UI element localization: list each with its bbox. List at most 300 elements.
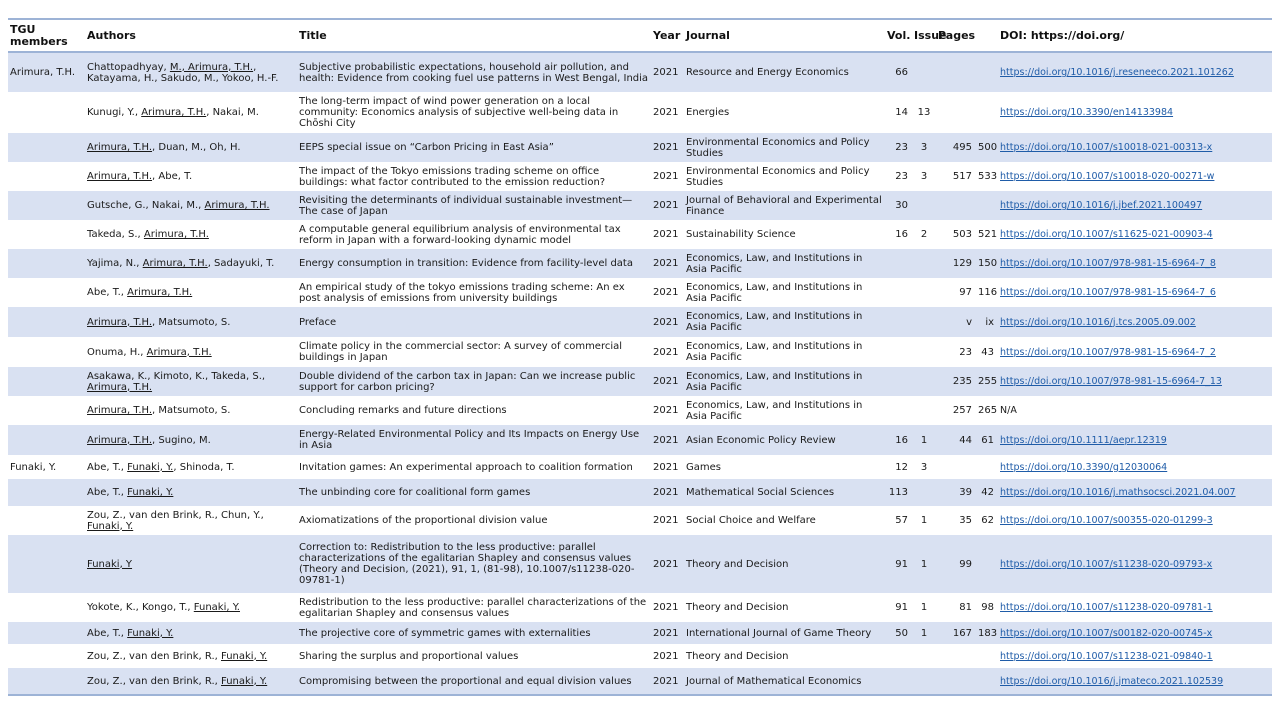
- doi-link[interactable]: https://doi.org/10.1007/s10018-020-00271-w: [1000, 171, 1215, 182]
- cell-issue: [912, 367, 936, 396]
- header-issue: Issue: [914, 28, 947, 42]
- author-names: , Sadayuki, T.: [207, 258, 275, 269]
- table-row: [8, 506, 1272, 535]
- cell-issue: [912, 191, 936, 220]
- cell-year: 2021: [653, 461, 679, 473]
- header-year: Year: [653, 28, 681, 42]
- cell-authors: [85, 506, 297, 535]
- cell-doi: [998, 668, 1272, 695]
- cell-tgu-member: [8, 479, 85, 506]
- cell-title: Preface: [299, 316, 337, 328]
- author-names: Kunugi, Y.,: [87, 107, 142, 118]
- author-names: Asakawa, K., Kimoto, K., Takeda, S.,: [87, 370, 266, 382]
- cell-year: 2021: [653, 258, 679, 269]
- tgu-author-name: Arimura, T.H.: [87, 381, 153, 393]
- cell-journal: International Journal of Game Theory: [686, 627, 872, 639]
- cell-title: EEPS special issue on “Carbon Pricing in East Asia”: [299, 142, 554, 153]
- author-names: , Katayama, H., Sakudo, M., Yokoo, H.-F.: [87, 61, 279, 84]
- cell-issue: [912, 249, 936, 278]
- header-doi: DOI: https://doi.org/: [1000, 28, 1125, 42]
- cell-issue: 1: [920, 515, 928, 526]
- cell-issue: [912, 307, 936, 337]
- cell-page-end: [976, 52, 998, 92]
- author-names: , Shinoda, T.: [173, 461, 235, 473]
- header-row: [8, 19, 1272, 52]
- cell-doi: [998, 133, 1272, 162]
- cell-page-start: 97: [959, 287, 972, 298]
- cell-year: 2021: [653, 405, 679, 416]
- cell-page-end: [976, 455, 998, 479]
- cell-journal: Economics, Law, and Institutions in Asia Pacific: [686, 341, 863, 363]
- doi-text: N/A: [1000, 405, 1017, 416]
- cell-tgu-member: [8, 162, 85, 191]
- cell-title: Sharing the surplus and proportional values: [299, 650, 519, 662]
- cell-authors: [85, 668, 297, 695]
- cell-tgu-member: [8, 220, 85, 249]
- cell-tgu-member: [8, 307, 85, 337]
- cell-journal: Theory and Decision: [686, 650, 789, 662]
- cell-year: 2021: [653, 200, 679, 211]
- header-tgu-members: TGU members: [10, 22, 68, 48]
- doi-link[interactable]: https://doi.org/10.1007/s10018-021-00313-x: [1000, 142, 1213, 153]
- cell-tgu-member: [8, 425, 85, 455]
- table-row: [8, 479, 1272, 506]
- tgu-author-name: Arimura, T.H.: [141, 107, 207, 118]
- tgu-author-name: Funaki, Y.: [193, 602, 240, 613]
- tgu-author-name: Funaki, Y: [87, 558, 133, 570]
- doi-link[interactable]: https://doi.org/10.1007/s00355-020-01299-3: [1000, 515, 1213, 526]
- cell-doi: [998, 535, 1272, 593]
- cell-year: 2021: [653, 316, 679, 328]
- cell-title: The impact of the Tokyo emissions trading scheme on office buildings: what factor contributed to the emission reduction?: [299, 165, 606, 188]
- table-row: [8, 455, 1272, 479]
- cell-volume: [885, 278, 912, 307]
- cell-page-end: ix: [985, 316, 995, 328]
- cell-page-start: [936, 455, 976, 479]
- header-journal: Journal: [686, 28, 730, 42]
- cell-page-end: 61: [981, 434, 995, 446]
- tgu-author-name: Funaki, Y.: [127, 627, 174, 639]
- cell-volume: [885, 337, 912, 367]
- cell-doi: [998, 479, 1272, 506]
- doi-link[interactable]: https://doi.org/10.1007/978-981-15-6964-7_2: [1000, 346, 1216, 358]
- cell-tgu-member: [8, 337, 85, 367]
- author-names: , Matsumoto, S.: [152, 405, 231, 416]
- cell-doi: [998, 307, 1272, 337]
- cell-year: 2021: [653, 487, 679, 498]
- tgu-author-name: Funaki, Y.: [127, 487, 174, 498]
- cell-tgu-member: Funaki, Y.: [10, 461, 57, 473]
- cell-tgu-member: [8, 367, 85, 396]
- cell-journal: Sustainability Science: [686, 229, 796, 240]
- cell-title: The projective core of symmetric games with externalities: [299, 627, 591, 639]
- cell-authors: [85, 593, 297, 622]
- author-names: Onuma, H.,: [87, 346, 147, 358]
- cell-issue: 13: [917, 107, 931, 118]
- tgu-author-name: Arimura, T.H.: [87, 405, 153, 416]
- doi-link[interactable]: https://doi.org/10.1016/j.reseneeco.2021.101262: [1000, 67, 1234, 78]
- cell-volume: 16: [895, 229, 908, 240]
- cell-doi: [998, 593, 1272, 622]
- author-names: , Nakai, M.: [206, 107, 259, 118]
- cell-doi: [998, 220, 1272, 249]
- cell-year: 2021: [653, 515, 679, 526]
- tgu-author-name: Arimura, T.H.: [87, 316, 153, 328]
- cell-volume: 57: [895, 515, 908, 526]
- author-names: Yajima, N.,: [87, 258, 143, 269]
- cell-authors: [85, 535, 297, 593]
- author-names: Gutsche, G., Nakai, M.,: [87, 200, 205, 211]
- cell-authors: [85, 92, 297, 133]
- table-row: [8, 52, 1272, 92]
- cell-page-end: 183: [978, 627, 998, 639]
- cell-page-end: 533: [978, 171, 998, 182]
- cell-page-end: 62: [981, 515, 995, 526]
- cell-journal: Journal of Behavioral and Experimental Finance: [686, 194, 882, 217]
- cell-journal: Economics, Law, and Institutions in Asia Pacific: [686, 311, 863, 333]
- cell-authors: [85, 622, 297, 644]
- cell-volume: 30: [895, 200, 908, 211]
- cell-doi: [998, 191, 1272, 220]
- author-names: Zou, Z., van den Brink, R.,: [87, 650, 221, 662]
- cell-doi: [998, 396, 1272, 425]
- cell-journal: Resource and Energy Economics: [686, 67, 849, 78]
- cell-page-end: [976, 668, 998, 695]
- table-row: [8, 535, 1272, 593]
- cell-title: Concluding remarks and future directions: [299, 405, 507, 416]
- cell-title: An empirical study of the tokyo emissions trading scheme: An ex post analysis of emissions from university buildings: [299, 281, 625, 304]
- cell-year: 2021: [653, 287, 679, 298]
- table-row: [8, 644, 1272, 668]
- cell-title: Energy-Related Environmental Policy and Its Impacts on Energy Use in Asia: [299, 429, 640, 451]
- cell-volume: 16: [895, 434, 908, 446]
- table-row: [8, 593, 1272, 622]
- doi-link[interactable]: https://doi.org/10.1007/978-981-15-6964-7_13: [1000, 376, 1222, 387]
- cell-doi: [998, 506, 1272, 535]
- author-names: Abe, T.,: [87, 487, 128, 498]
- table-row: [8, 133, 1272, 162]
- cell-volume: [885, 367, 912, 396]
- cell-issue: 3: [920, 142, 928, 153]
- cell-year: 2021: [653, 107, 679, 118]
- tgu-author-name: Arimura, T.H.: [142, 258, 208, 269]
- cell-journal: Environmental Economics and Policy Studies: [686, 136, 870, 159]
- doi-link[interactable]: https://doi.org/10.1016/j.jbef.2021.100497: [1000, 200, 1203, 211]
- cell-journal: Economics, Law, and Institutions in Asia Pacific: [686, 281, 863, 304]
- author-names: , Matsumoto, S.: [152, 316, 231, 328]
- cell-volume: 91: [895, 602, 908, 613]
- cell-authors: [85, 479, 297, 506]
- cell-page-start: 35: [959, 515, 972, 526]
- table-row: [8, 162, 1272, 191]
- cell-journal: Journal of Mathematical Economics: [686, 675, 862, 687]
- tgu-author-name: Arimura, T.H.: [204, 200, 270, 211]
- cell-page-start: 167: [952, 627, 972, 639]
- cell-tgu-member: [8, 133, 85, 162]
- author-names: Abe, T.,: [87, 461, 128, 473]
- cell-authors: [85, 220, 297, 249]
- cell-journal: Games: [686, 461, 721, 473]
- cell-doi: [998, 367, 1272, 396]
- cell-page-start: 39: [959, 487, 972, 498]
- cell-volume: [885, 249, 912, 278]
- table-row: [8, 191, 1272, 220]
- cell-title: The unbinding core for coalitional form games: [299, 487, 531, 498]
- cell-issue: [912, 644, 936, 668]
- cell-journal: Energies: [686, 107, 730, 118]
- cell-doi: [998, 455, 1272, 479]
- cell-volume: 91: [895, 558, 908, 570]
- cell-authors: [85, 455, 297, 479]
- cell-authors: [85, 307, 297, 337]
- cell-doi: [998, 249, 1272, 278]
- cell-doi: [998, 425, 1272, 455]
- cell-doi: [998, 337, 1272, 367]
- cell-volume: 23: [895, 171, 908, 182]
- author-names: Yokote, K., Kongo, T.,: [87, 602, 194, 613]
- cell-page-start: 517: [952, 171, 972, 182]
- cell-issue: [912, 52, 936, 92]
- cell-page-start: [936, 668, 976, 695]
- cell-tgu-member: [8, 191, 85, 220]
- tgu-author-name: Funaki, Y.: [87, 520, 134, 532]
- cell-page-end: 255: [978, 376, 998, 387]
- cell-year: 2021: [653, 67, 679, 78]
- cell-issue: [912, 396, 936, 425]
- doi-link[interactable]: https://doi.org/10.1007/s11238-021-09840-1: [1000, 650, 1213, 662]
- cell-title: Correction to: Redistribution to the less productive: parallel characterizations of the egalitarian Shapley and consensus values (Theory and Decision, (2021), 91, 1, (81-98), 10.1007/s11238-020-09781-1): [299, 542, 635, 586]
- cell-page-start: 129: [952, 258, 972, 269]
- cell-page-end: [976, 535, 998, 593]
- table-body: [8, 52, 1272, 695]
- author-names: Chattopadhyay,: [87, 61, 170, 73]
- cell-title: A computable general equilibrium analysis of environmental tax reform in Japan with a forward-looking dynamic model: [299, 223, 621, 246]
- publications-table-container: [8, 18, 1272, 696]
- cell-page-end: 265: [978, 405, 998, 416]
- author-names: Zou, Z., van den Brink, R.,: [87, 675, 221, 687]
- tgu-author-name: Funaki, Y.: [221, 650, 268, 662]
- cell-page-end: [976, 191, 998, 220]
- cell-volume: [885, 396, 912, 425]
- cell-page-start: 495: [952, 142, 972, 153]
- cell-journal: Economics, Law, and Institutions in Asia Pacific: [686, 399, 863, 422]
- header-authors: Authors: [87, 28, 136, 42]
- cell-title: Axiomatizations of the proportional division value: [299, 515, 548, 526]
- cell-page-start: [936, 644, 976, 668]
- cell-title: The long-term impact of wind power generation on a local community: Economics analysis of subjective well-being data in Chōshi City: [299, 96, 619, 129]
- doi-link[interactable]: https://doi.org/10.1016/j.mathsocsci.2021.04.007: [1000, 487, 1236, 498]
- cell-page-end: [976, 92, 998, 133]
- cell-authors: [85, 278, 297, 307]
- cell-year: 2021: [653, 558, 679, 570]
- doi-link[interactable]: https://doi.org/10.3390/g12030064: [1000, 461, 1168, 473]
- cell-journal: Mathematical Social Sciences: [686, 487, 835, 498]
- cell-page-end: 150: [978, 258, 998, 269]
- cell-journal: Economics, Law, and Institutions in Asia Pacific: [686, 370, 863, 393]
- cell-title: Revisiting the determinants of individual sustainable investment—The case of Japan: [299, 194, 633, 217]
- cell-title: Redistribution to the less productive: parallel characterizations of the egalitarian Shapley and consensus values: [299, 596, 647, 619]
- cell-doi: [998, 92, 1272, 133]
- cell-volume: 12: [895, 461, 908, 473]
- cell-journal: Social Choice and Welfare: [686, 515, 816, 526]
- cell-issue: 1: [920, 558, 928, 570]
- cell-title: Double dividend of the carbon tax in Japan: Can we increase public support for carbon pricing?: [299, 370, 636, 393]
- author-names: Abe, T.,: [87, 287, 128, 298]
- cell-year: 2021: [653, 627, 679, 639]
- cell-page-end: 521: [978, 229, 998, 240]
- author-names: , Duan, M., Oh, H.: [152, 142, 241, 153]
- tgu-author-name: Arimura, T.H.: [87, 171, 153, 182]
- publications-table: [8, 18, 1272, 696]
- cell-page-end: 500: [978, 142, 998, 153]
- cell-title: Compromising between the proportional and equal division values: [299, 675, 632, 687]
- cell-volume: [885, 644, 912, 668]
- cell-title: Subjective probabilistic expectations, household air pollution, and health: Evidence from cooking fuel use patterns in West Bengal, India: [299, 61, 649, 84]
- cell-authors: [85, 162, 297, 191]
- cell-page-start: [936, 191, 976, 220]
- cell-issue: [912, 479, 936, 506]
- table-row: [8, 220, 1272, 249]
- tgu-author-name: Arimura, T.H.: [87, 434, 153, 446]
- doi-link[interactable]: https://doi.org/10.1007/978-981-15-6964-7_6: [1000, 287, 1216, 298]
- cell-title: Energy consumption in transition: Evidence from facility-level data: [299, 258, 633, 269]
- cell-doi: [998, 622, 1272, 644]
- cell-tgu-member: [8, 593, 85, 622]
- table-row: [8, 396, 1272, 425]
- cell-year: 2021: [653, 376, 679, 387]
- doi-link[interactable]: https://doi.org/10.1016/j.jmateco.2021.102539: [1000, 675, 1224, 687]
- cell-page-end: 42: [981, 487, 995, 498]
- table-row: [8, 622, 1272, 644]
- tgu-author-name: Arimura, T.H.: [146, 346, 212, 358]
- cell-doi: [998, 644, 1272, 668]
- cell-tgu-member: [8, 92, 85, 133]
- tgu-author-name: M., Arimura, T.H.: [169, 61, 254, 73]
- cell-page-end: 43: [981, 346, 995, 358]
- cell-volume: 113: [888, 487, 908, 498]
- tgu-author-name: Funaki, Y.: [221, 675, 268, 687]
- cell-tgu-member: [8, 644, 85, 668]
- cell-page-start: 503: [952, 229, 972, 240]
- cell-issue: 1: [920, 434, 928, 446]
- cell-authors: [85, 52, 297, 92]
- cell-authors: [85, 367, 297, 396]
- table-row: [8, 337, 1272, 367]
- cell-page-start: v: [966, 316, 972, 328]
- author-names: , Abe, T.: [152, 171, 193, 182]
- tgu-author-name: Arimura, T.H.: [87, 142, 153, 153]
- cell-journal: Economics, Law, and Institutions in Asia Pacific: [686, 252, 863, 275]
- doi-link[interactable]: https://doi.org/10.1007/s11625-021-00903-4: [1000, 229, 1213, 240]
- cell-tgu-member: [8, 396, 85, 425]
- doi-link[interactable]: https://doi.org/10.1007/s11238-020-09781-1: [1000, 602, 1213, 613]
- cell-tgu-member: [8, 622, 85, 644]
- doi-link[interactable]: https://doi.org/10.1007/978-981-15-6964-7_8: [1000, 258, 1216, 269]
- cell-issue: 2: [920, 229, 928, 240]
- cell-journal: Theory and Decision: [686, 558, 789, 570]
- cell-year: 2021: [653, 602, 679, 613]
- header-title: Title: [299, 28, 327, 42]
- header-pages: Pages: [938, 28, 976, 42]
- doi-link[interactable]: https://doi.org/10.1007/s11238-020-09793-x: [1000, 558, 1213, 570]
- cell-authors: [85, 191, 297, 220]
- cell-volume: [885, 668, 912, 695]
- cell-tgu-member: [8, 506, 85, 535]
- cell-year: 2021: [653, 434, 679, 446]
- cell-journal: Theory and Decision: [686, 602, 789, 613]
- table-row: [8, 307, 1272, 337]
- cell-title: Climate policy in the commercial sector: A survey of commercial buildings in Japan: [299, 341, 623, 363]
- doi-link[interactable]: https://doi.org/10.1007/s00182-020-00745-x: [1000, 627, 1213, 639]
- cell-doi: [998, 52, 1272, 92]
- cell-year: 2021: [653, 171, 679, 182]
- cell-issue: 3: [920, 171, 928, 182]
- author-names: , Sugino, M.: [152, 434, 211, 446]
- cell-page-start: [936, 92, 976, 133]
- cell-tgu-member: [8, 278, 85, 307]
- doi-link[interactable]: https://doi.org/10.1016/j.tcs.2005.09.002: [1000, 316, 1196, 328]
- cell-authors: [85, 133, 297, 162]
- cell-page-start: 44: [959, 434, 972, 446]
- cell-tgu-member: Arimura, T.H.: [10, 67, 76, 78]
- table-row: [8, 425, 1272, 455]
- cell-tgu-member: [8, 535, 85, 593]
- cell-page-start: 99: [959, 558, 972, 570]
- table-row: [8, 668, 1272, 695]
- cell-issue: [912, 278, 936, 307]
- cell-page-start: 23: [959, 346, 972, 358]
- cell-volume: 23: [895, 142, 908, 153]
- cell-year: 2021: [653, 142, 679, 153]
- cell-doi: [998, 278, 1272, 307]
- cell-authors: [85, 249, 297, 278]
- table-row: [8, 249, 1272, 278]
- doi-link[interactable]: https://doi.org/10.1111/aepr.12319: [1000, 434, 1167, 446]
- author-names: Takeda, S.,: [87, 229, 144, 240]
- cell-page-start: 235: [952, 376, 972, 387]
- table-row: [8, 278, 1272, 307]
- cell-year: 2021: [653, 346, 679, 358]
- cell-title: Invitation games: An experimental approach to coalition formation: [299, 461, 633, 473]
- header-vol: Vol.: [887, 28, 911, 42]
- cell-issue: 3: [920, 461, 928, 473]
- cell-tgu-member: [8, 249, 85, 278]
- cell-journal: Environmental Economics and Policy Studies: [686, 165, 870, 188]
- cell-volume: 14: [895, 107, 908, 118]
- cell-journal: Asian Economic Policy Review: [686, 434, 836, 446]
- cell-authors: [85, 644, 297, 668]
- cell-page-start: 81: [959, 602, 972, 613]
- cell-tgu-member: [8, 668, 85, 695]
- doi-link[interactable]: https://doi.org/10.3390/en14133984: [1000, 107, 1174, 118]
- cell-volume: [885, 307, 912, 337]
- cell-year: 2021: [653, 650, 679, 662]
- cell-page-end: 116: [978, 287, 998, 298]
- table-row: [8, 367, 1272, 396]
- cell-authors: [85, 396, 297, 425]
- cell-page-start: [936, 52, 976, 92]
- cell-authors: [85, 337, 297, 367]
- author-names: Zou, Z., van den Brink, R., Chun, Y.,: [87, 509, 264, 521]
- cell-issue: 1: [920, 627, 928, 639]
- cell-issue: [912, 337, 936, 367]
- cell-doi: [998, 162, 1272, 191]
- tgu-author-name: Arimura, T.H.: [127, 287, 193, 298]
- cell-volume: 50: [895, 627, 908, 639]
- table-row: [8, 92, 1272, 133]
- cell-year: 2021: [653, 675, 679, 687]
- cell-authors: [85, 425, 297, 455]
